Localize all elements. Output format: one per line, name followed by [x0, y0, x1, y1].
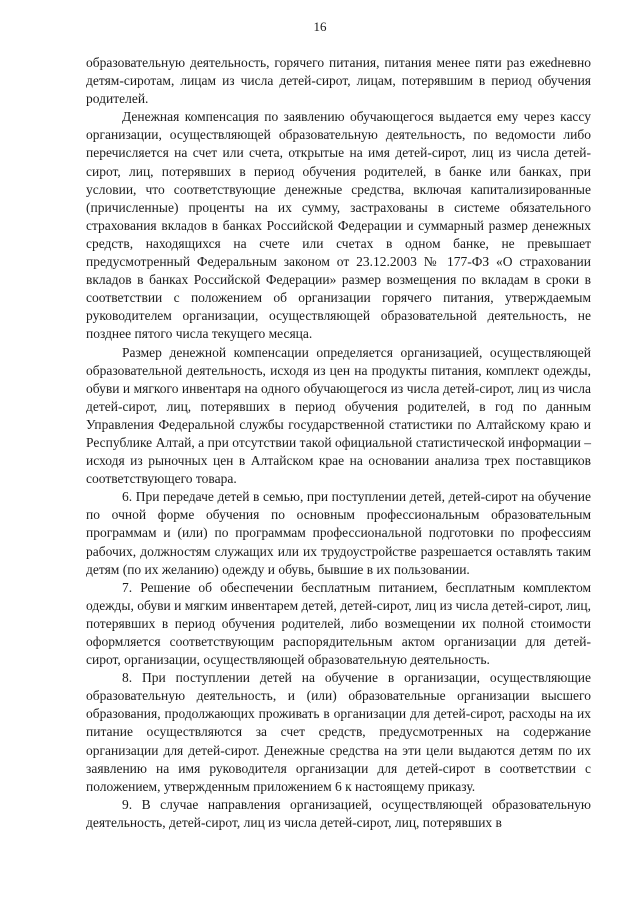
paragraph-compensation-amount: Размер денежной компенсации определяется организацией, осуществляющей образовательной деятельность, исходя из цен на продукты питания, комплект одежды, обуви и мягкого инвентаря на одного обучающегося из числа детей-сирот, лиц из числа детей-сирот, лиц, потерявших в период обучения родителей, в год по данным Управления Федеральной службы государственной статистики по Алтайскому краю и Республике Алтай, а при отсутствии такой официальной статистической информации – исходя из рыночных цен в Алтайском крае на основании анализа трех поставщиков соответствующего товара.: [86, 344, 591, 487]
document-body: [86, 54, 591, 832]
paragraph-continuation: образовательную деятельность, горячего питания, питания менее пяти раз ежеdневно детям-сиротам, лицам из числа детей-сирот, лицам, потерявшим в период обучения родителей.: [86, 55, 591, 107]
paragraph-item-9: 9. В случае направления организацией, осуществляющей образовательную деятельность, детей-сирот, лиц из числа детей-сирот, лиц, потерявших в: [86, 796, 591, 830]
paragraph-item-8: 8. При поступлении детей на обучение в организации, осуществляющие образовательную деятельность, и (или) образовательные организации высшего образования, продолжающих проживать в организации для детей-сирот, расходы на их питание осуществляются за счет средств, предусмотренных на содержание организации для детей-сирот. Денежные средства на эти цели выдаются детям по их заявлению на имя руководителя организации для детей-сирот в соответствии с положением, утвержденным приложением 6 к настоящему приказу.: [86, 670, 591, 794]
paragraph-cash-compensation: Денежная компенсация по заявлению обучающегося выдается ему через кассу организации, осуществляющей образовательную деятельность, по ведомости либо перечисляется на счет или счета, открытые на имя детей-сирот, лиц из числа детей-сирот, лиц, потерявших в период обучения родителей, в банке или банках, при условии, что соответствующие денежные средства, включая капитализированные (причисленные) проценты на их сумму, застрахованы в системе обязательного страхования вкладов в банках Российской Федерации и суммарный размер денежных средств, находящихся на счете или счетах в одном банке, не превышает предусмотренный Федеральным законом от 23.12.2003 № 177-ФЗ «О страховании вкладов в банках Российской Федерации» размер возмещения по вкладам в сроки в соответствии с положением об организации горячего питания, утверждаемым руководителем организации, осуществляющей образовательной деятельность, не позднее пятого числа текущего месяца.: [86, 109, 591, 342]
paragraph-item-7: 7. Решение об обеспечении бесплатным питанием, бесплатным комплектом одежды, обуви и мягким инвентарем детей, детей-сирот, лиц из числа детей-сирот, лиц, потерявших в период обучения родителей, либо возмещении их полной стоимости оформляется соответствующим распорядительным актом организации для детей-сирот, организации, осуществляющей образовательную деятельность.: [86, 579, 591, 668]
paragraph-item-6: 6. При передаче детей в семью, при поступлении детей, детей-сирот на обучение по очной форме обучения по основным профессиональным образовательным программам и (или) по программам профессиональной подготовки по профессиям рабочих, должностям служащих или их трудоустройстве разрешается оставлять таким детям (по их желанию) одежду и обувь, бывшие в их пользовании.: [86, 489, 591, 577]
page-number: 16: [313, 19, 327, 34]
